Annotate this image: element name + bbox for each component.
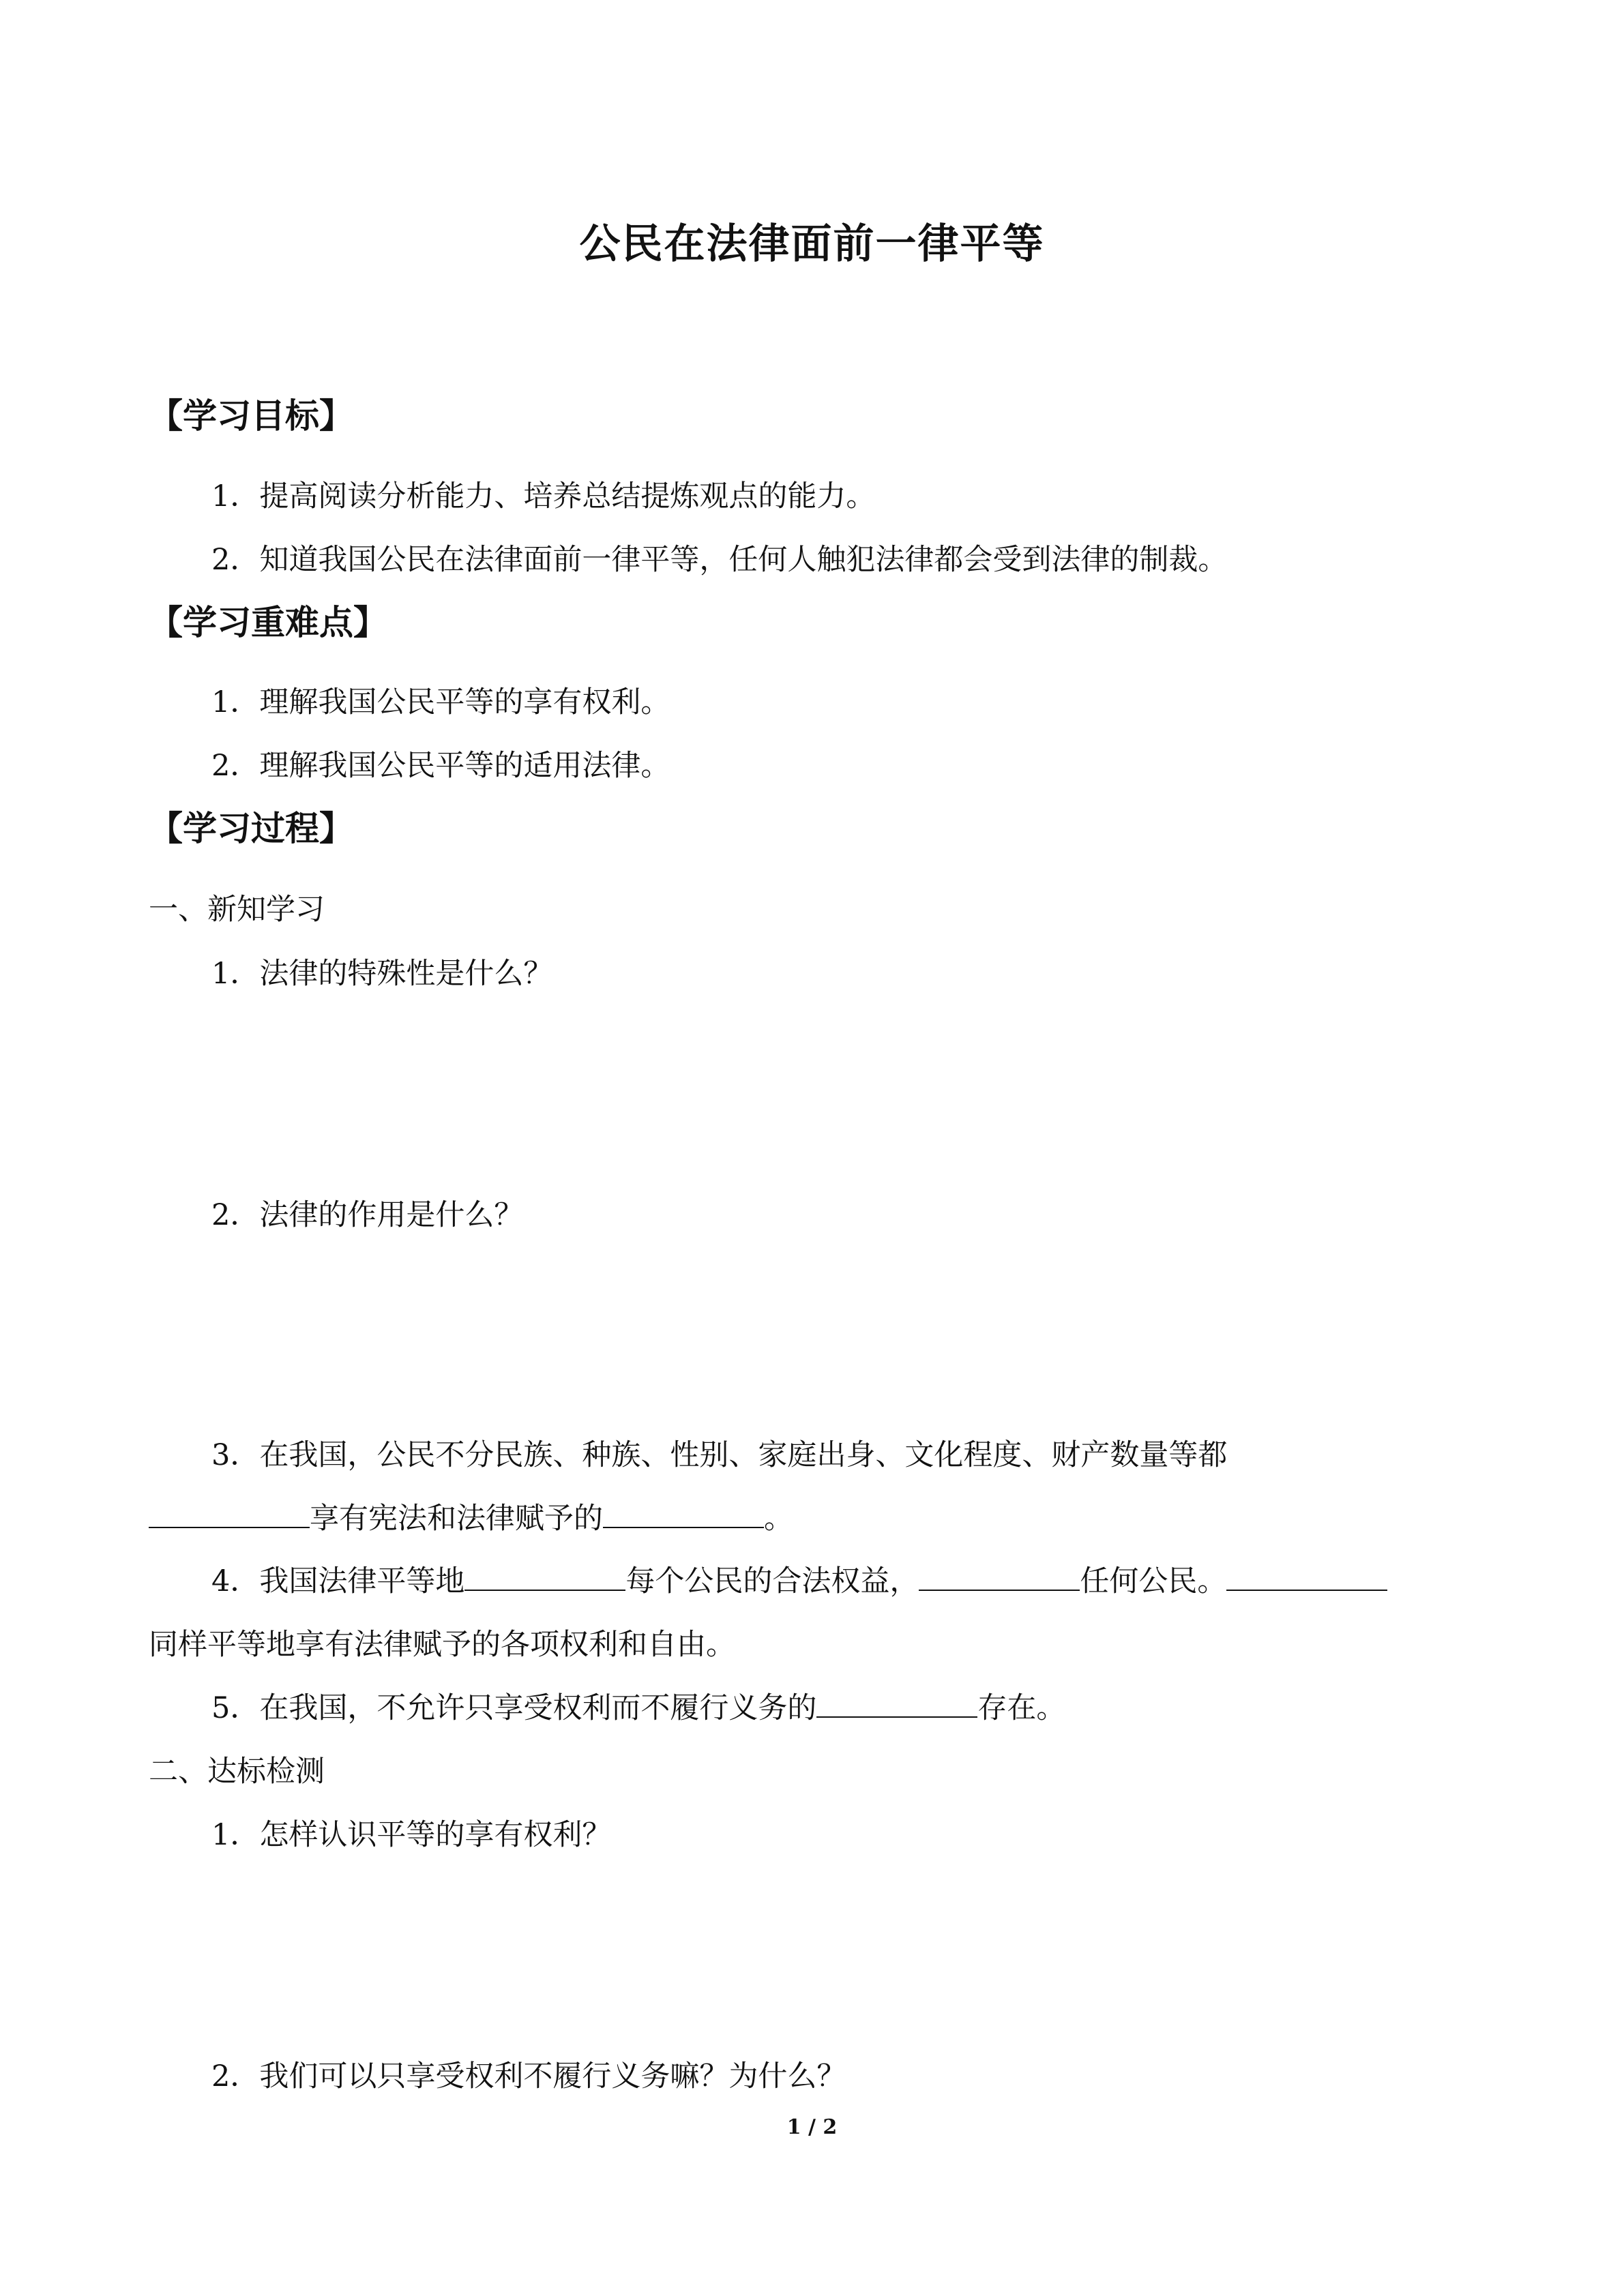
question-text: 5．在我国，不允许只享受权利而不履行义务的 (211, 1691, 817, 1725)
page-title: 公民在法律面前一律平等 (579, 220, 1045, 268)
part1-question-2: 2．法律的作用是什么？ (211, 1198, 524, 1232)
question-text: 享有宪法和法律赋予的 (310, 1502, 603, 1536)
key-point-item-2: 2．理解我国公民平等的适用法律。 (211, 749, 670, 783)
question-text: 每个公民的合法权益， (625, 1564, 919, 1598)
objective-item-2: 2．知道我国公民在法律面前一律平等，任何人触犯法律都会受到法律的制裁。 (211, 543, 1228, 577)
part1-question-4-line2: 同样平等地享有法律赋予的各项权利和自由。 (149, 1628, 735, 1662)
process-heading: 【学习过程】 (149, 809, 353, 848)
question-text: 。 (764, 1502, 793, 1536)
part1-question-4-line1 (211, 1558, 1387, 1600)
part1-question-1: 1．法律的特殊性是什么？ (211, 957, 553, 991)
fill-blank[interactable] (816, 1689, 977, 1718)
part2-label: 二、达标检测 (149, 1755, 325, 1789)
fill-blank[interactable] (1226, 1562, 1387, 1591)
part1-question-3-line2 (149, 1495, 793, 1537)
part2-question-1: 1．怎样认识平等的享有权利？ (211, 1818, 612, 1852)
part2-question-2: 2．我们可以只享受权利不履行义务嘛？为什么？ (211, 2059, 846, 2093)
question-text: 4．我国法律平等地 (211, 1564, 465, 1598)
part1-label: 一、新知学习 (149, 893, 325, 927)
page-number: 1 / 2 (786, 2115, 838, 2139)
part1-question-5 (211, 1685, 1065, 1727)
question-text: 存在。 (977, 1691, 1066, 1725)
key-points-heading: 【学习重难点】 (149, 603, 387, 642)
objective-item-1: 1．提高阅读分析能力、培养总结提炼观点的能力。 (211, 479, 876, 513)
fill-blank[interactable] (149, 1500, 310, 1528)
fill-blank[interactable] (603, 1500, 764, 1528)
part1-question-3-line1: 3．在我国，公民不分民族、种族、性别、家庭出身、文化程度、财产数量等都 (211, 1438, 1228, 1472)
question-text: 任何公民。 (1080, 1564, 1227, 1598)
key-point-item-1: 1．理解我国公民平等的享有权利。 (211, 685, 670, 719)
fill-blank[interactable] (919, 1562, 1080, 1591)
objectives-heading: 【学习目标】 (149, 396, 353, 436)
fill-blank[interactable] (464, 1562, 625, 1591)
